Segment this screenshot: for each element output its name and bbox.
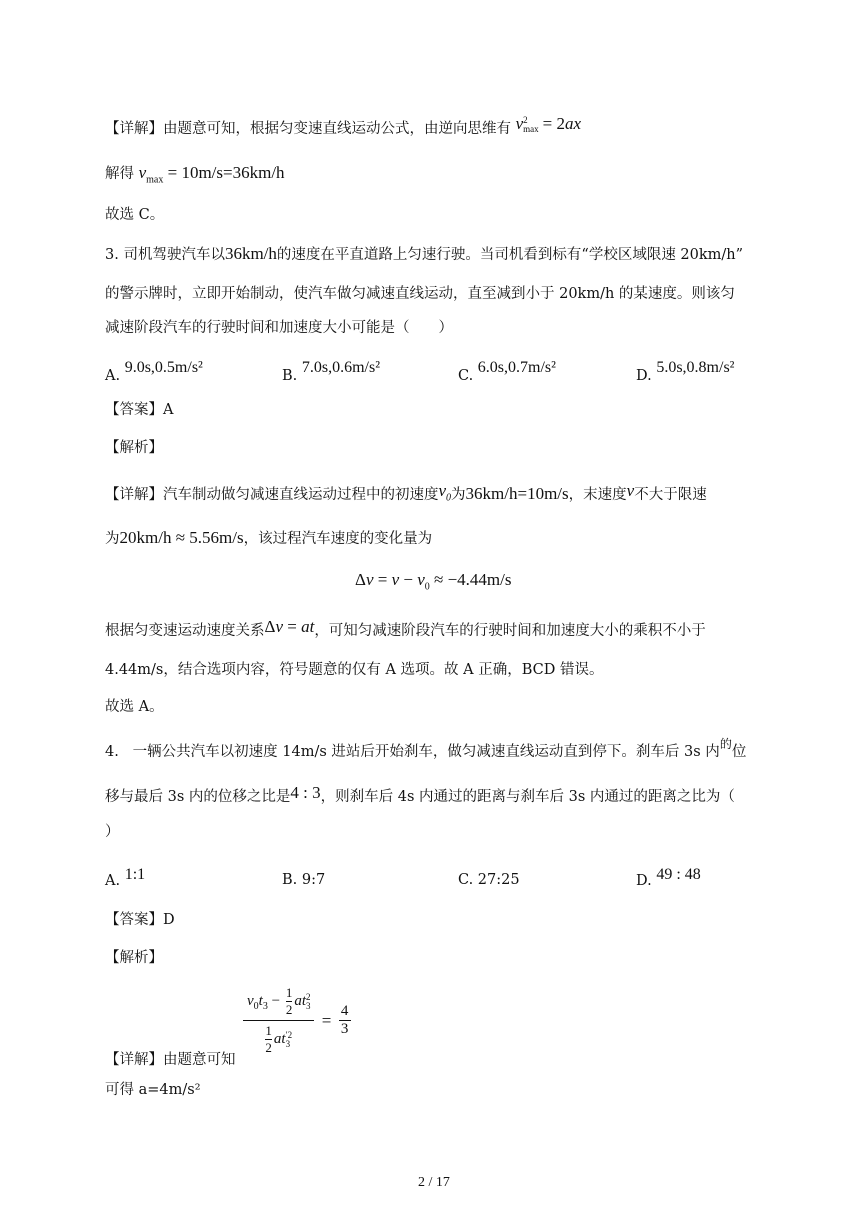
q3-detail-line-2 [105, 528, 432, 549]
q3-option-b [282, 359, 381, 384]
q4-stem-line-3: ） [105, 824, 120, 840]
q3-stem-line-3: 减速阶段汽车的行驶时间和加速度大小可能是（ ） [105, 320, 453, 336]
q4-result: 可得 a=4m/s² [105, 1082, 201, 1098]
q3-detail-1a: 汽车制动做匀减速直线运动过程中的初速度 [163, 487, 439, 503]
q4-answer: 【答案】D [105, 912, 175, 928]
q4-option-d-value: 49 : 48 [656, 866, 701, 883]
q3-option-c-letter: C. [458, 368, 474, 384]
q2-detail-line [105, 114, 582, 139]
q3-detail-line-3 [105, 617, 706, 641]
q3-v0-value: 36km/h=10m/s [465, 484, 569, 503]
q4-stem-line-1 [105, 737, 747, 762]
q4-number: 4. [105, 744, 119, 760]
q4-option-a [105, 866, 146, 889]
q3-detail-1b: 为 [451, 487, 466, 503]
q3-detail-2a: 为 [105, 531, 120, 547]
q2-detail-text: 由题意可知，根据匀变速直线运动公式，由逆向思维有 [163, 121, 511, 137]
q4-analysis-label: 【解析】 [105, 950, 163, 966]
q3-stem-1a: 司机驾驶汽车以 [123, 247, 225, 263]
q4-option-b-letter: B. [282, 872, 298, 888]
q4-option-a-letter: A. [105, 873, 121, 889]
q4-fraction-denominator: $\frac{1}{2}$ at ′2 3 [265, 1023, 293, 1055]
q4-stem-2a: 移与最后 3s 内的位移之比是 [105, 789, 291, 805]
q2-formula: v 2 max = 2ax [515, 114, 582, 135]
q3-option-c [458, 359, 556, 384]
q3-option-a-value: 9.0s,0.5m/s² [124, 359, 203, 376]
q4-option-c-value: 27:25 [477, 872, 520, 888]
q3-detail-label: 【详解】 [105, 487, 163, 503]
q3-option-c-value: 6.0s,0.7m/s² [477, 359, 556, 376]
q3-option-b-value: 7.0s,0.6m/s² [301, 359, 381, 376]
q2-solve-line [105, 163, 285, 190]
q3-number: 3. [105, 247, 119, 263]
q4-stem-1-end: 位 [731, 744, 747, 760]
q4-option-a-value: 1:1 [124, 866, 146, 883]
q3-option-d [636, 359, 735, 384]
q4-ratio: 4 : 3 [290, 783, 321, 802]
q4-stem-de: 的 [719, 737, 732, 751]
q3-stem-speed: 36km/h [224, 244, 277, 263]
page-number: 2 / 17 [418, 1175, 450, 1190]
q3-stem-line-1 [105, 244, 743, 265]
q3-speed-limit: 20km/h ≈ 5.56m/s [119, 528, 244, 547]
q3-option-a-letter: A. [105, 368, 121, 384]
q2-solve-formula: $v_{max} = 10m/s=36km/h$ [138, 163, 285, 186]
q3-detail-line-4: 4.44m/s，结合选项内容，符号题意的仅有 A 选项。故 A 正确，BCD 错误。 [105, 662, 604, 678]
q3-v0: $v_0$ [438, 481, 452, 504]
q2-conclusion: 故选 C。 [105, 207, 165, 223]
q4-fraction [243, 985, 314, 1056]
q4-option-d-letter: D. [636, 873, 652, 889]
q3-detail-2b: ，该过程汽车速度的变化量为 [243, 531, 433, 547]
q3-option-d-letter: D. [636, 368, 652, 384]
q3-stem-line-2: 的警示牌时，立即开始制动，使汽车做匀减速直线运动，直至减到小于 20km/h 的某速度。则该匀 [105, 286, 735, 302]
q4-fraction-equation: $v_0t_3$ − $\frac{1}{2}$ at 2 3 $\frac{1}{2}$ at ′2 3 = $\frac{4}{3}$ [243, 985, 351, 1056]
q3-detail-1c: ，末速度 [568, 487, 627, 503]
q3-option-d-value: 5.0s,0.8m/s² [656, 359, 735, 376]
q3-detail-1d: 不大于限速 [634, 487, 707, 503]
q3-delta-formula: $\Delta v = v - v_0 \approx -4.44m/s$ [355, 570, 512, 593]
q3-detail-3a: 根据匀变速运动速度关系 [105, 623, 265, 639]
q3-option-b-letter: B. [282, 368, 298, 384]
q3-option-a [105, 359, 203, 384]
q3-conclusion: 故选 A。 [105, 699, 164, 715]
q2-detail-label: 【详解】 [105, 121, 163, 137]
q4-option-b-value: 9:7 [301, 872, 326, 888]
q4-stem-line-2 [105, 783, 735, 807]
q4-stem-1: 一辆公共汽车以初速度 14m/s 进站后开始刹车，做匀减速直线运动直到停下。刹车后 3s 内 [132, 744, 720, 760]
q4-option-d [636, 866, 701, 889]
q4-fraction-rhs: $\frac{4}{3}$ [339, 1003, 351, 1038]
q3-v: v [626, 481, 635, 500]
q4-option-c [458, 872, 520, 888]
q4-detail: 【详解】由题意可知 [105, 1052, 236, 1068]
q3-stem-1b: 的速度在平直道路上匀速行驶。当司机看到标有“学校区域限速 20km/h” [276, 247, 744, 263]
q4-stem-2b: ，则刹车后 4s 内通过的距离与刹车后 3s 内通过的距离之比为（ [320, 789, 735, 805]
q4-option-c-letter: C. [458, 872, 474, 888]
q3-answer: 【答案】A [105, 402, 174, 418]
q3-detail-3b: ，可知匀减速阶段汽车的行驶时间和加速度大小的乘积不小于 [314, 623, 706, 639]
q3-analysis-label: 【解析】 [105, 440, 163, 456]
q2-solve-prefix: 解得 [105, 166, 134, 182]
q3-relation: Δv = at [264, 617, 315, 636]
q4-fraction-numerator: $v_0t_3$ − $\frac{1}{2}$ at 2 3 [247, 985, 311, 1017]
q4-option-b [282, 872, 325, 888]
q3-detail-line-1 [105, 481, 707, 511]
